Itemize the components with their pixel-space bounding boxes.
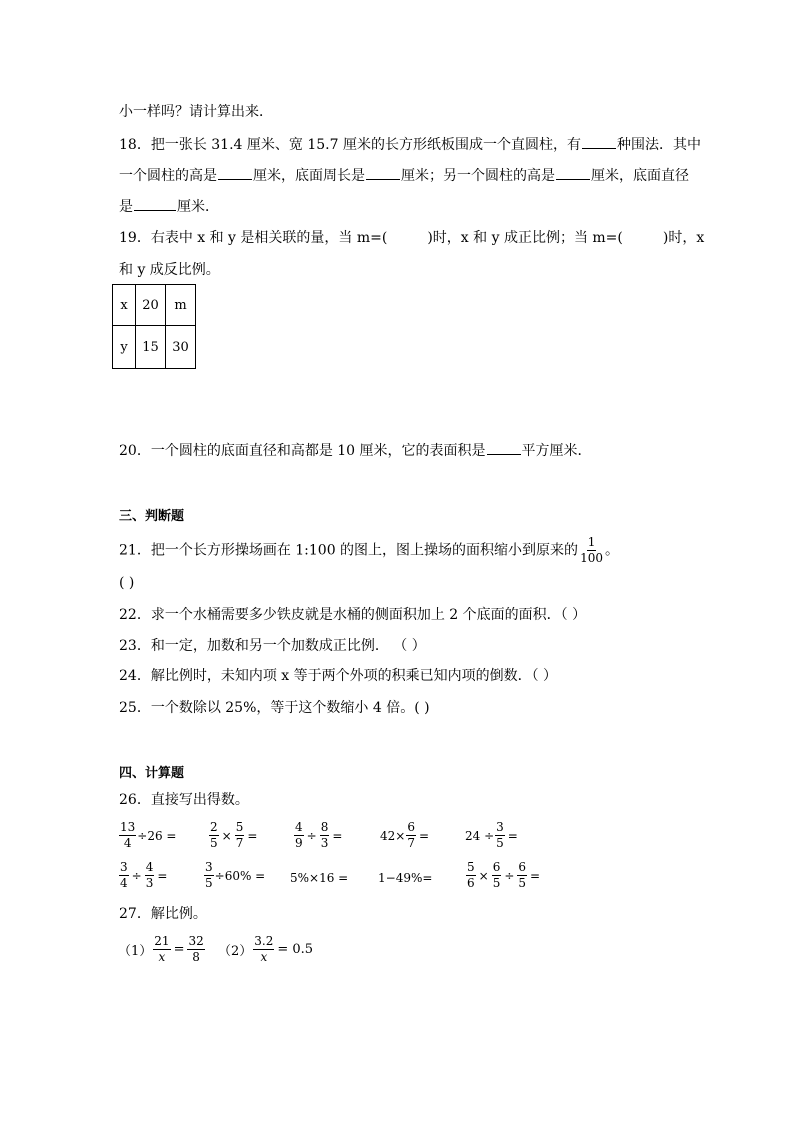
answer-blank[interactable] bbox=[556, 165, 590, 180]
q18-text-a: 18．把一张长 31.4 厘米、宽 15.7 厘米的长方形纸板围成一个直圆柱，有 bbox=[119, 137, 581, 153]
calc-item-10: $\frac{5}{6}$ × $\frac{6}{5}$ ÷ $\frac{6}{5}$ = bbox=[467, 860, 541, 890]
xy-table bbox=[112, 284, 196, 369]
answer-blank[interactable] bbox=[366, 165, 400, 180]
question-26: 26．直接写出得数。 bbox=[119, 792, 249, 808]
proportion-2: （2） $\frac{3.2}{x}$ = 0.5 bbox=[218, 934, 314, 964]
question-25: 25．一个数除以 25%，等于这个数缩小 4 倍。( ) bbox=[119, 700, 430, 716]
table-cell: m bbox=[166, 285, 196, 326]
question-21 bbox=[119, 535, 619, 566]
proportion-1: （1） $\frac{21}{x}$ = $\frac{32}{8}$ bbox=[118, 934, 204, 964]
question-18-line-3 bbox=[119, 196, 219, 217]
q18-text-f: 厘米，底面直径 bbox=[591, 168, 689, 184]
table-cell: 20 bbox=[136, 285, 166, 326]
question-19-line-1 bbox=[119, 228, 704, 248]
calc-item-3: $\frac{4}{9}$ ÷ $\frac{8}{3}$ = bbox=[295, 820, 343, 850]
question-18-line-1 bbox=[119, 134, 701, 155]
q18-text-b: 种围法．其中 bbox=[616, 137, 701, 153]
calc-item-6: $\frac{3}{4}$ ÷ $\frac{4}{3}$ = bbox=[120, 860, 168, 890]
q20-text-b: 平方厘米． bbox=[521, 443, 592, 459]
answer-blank[interactable] bbox=[134, 196, 176, 211]
q18-text-c: 一个圆柱的高是 bbox=[119, 168, 217, 184]
q19-text-a: 19．右表中 x 和 y 是相关联的量，当 m=( bbox=[119, 230, 388, 246]
calc-item-5: 24 ÷ $\frac{3}{5}$ = bbox=[465, 820, 518, 850]
calc-item-8: 5%×16 = bbox=[290, 871, 349, 885]
q21-end: 。 bbox=[604, 542, 619, 559]
table-row bbox=[113, 326, 196, 369]
q19-text-b: )时，x 和 y 成正比例；当 m=( bbox=[427, 230, 623, 246]
q21-text: 21．把一个长方形操场画在 1:100 的图上，图上操场的面积缩小到原来的 bbox=[119, 542, 579, 559]
answer-blank[interactable] bbox=[582, 134, 616, 149]
q18-text-e: 厘米；另一个圆柱的高是 bbox=[401, 168, 555, 184]
answer-blank[interactable] bbox=[218, 165, 252, 180]
table-cell: 15 bbox=[136, 326, 166, 369]
text-line-1: 小一样吗？请计算出来． bbox=[119, 104, 273, 120]
calc-item-7: $\frac{3}{5}$ ÷60% = bbox=[205, 860, 266, 890]
question-24: 24．解比例时，未知内项 x 等于两个外项的积乘已知内项的倒数．（ ） bbox=[119, 668, 558, 684]
question-23: 23．和一定，加数和另一个加数成正比例． （ ） bbox=[119, 638, 426, 654]
table-cell: x bbox=[113, 285, 136, 326]
q18-text-d: 厘米，底面周长是 bbox=[253, 168, 365, 184]
question-18-line-2 bbox=[119, 165, 689, 186]
section-3-title: 三、判断题 bbox=[119, 509, 185, 524]
table-cell: 30 bbox=[166, 326, 196, 369]
calc-item-9: 1−49%= bbox=[378, 871, 433, 885]
question-20 bbox=[119, 440, 592, 461]
q19-text-c: )时，x bbox=[662, 230, 705, 246]
section-4-title: 四、计算题 bbox=[119, 766, 185, 781]
fraction: $\frac{1}{100}$ bbox=[580, 535, 603, 565]
question-27: 27．解比例。 bbox=[119, 906, 207, 922]
question-21-answer[interactable]: ( ) bbox=[119, 575, 135, 591]
q20-text-a: 20．一个圆柱的底面直径和高都是 10 厘米，它的表面积是 bbox=[119, 443, 486, 459]
table-row bbox=[113, 285, 196, 326]
answer-blank[interactable] bbox=[487, 440, 521, 455]
calc-item-1: $\frac{13}{4}$ ÷26 = bbox=[120, 820, 177, 850]
q18-text-h: 厘米． bbox=[177, 199, 219, 215]
q18-text-g: 是 bbox=[119, 199, 133, 215]
question-19-line-2: 和 y 成反比例。 bbox=[119, 262, 220, 278]
calc-item-2: $\frac{2}{5}$ × $\frac{5}{7}$ = bbox=[210, 820, 258, 850]
question-22: 22．求一个水桶需要多少铁皮就是水桶的侧面积加上 2 个底面的面积．（ ） bbox=[119, 607, 587, 623]
calc-item-4: 42× $\frac{6}{7}$ = bbox=[380, 820, 430, 850]
table-cell: y bbox=[113, 326, 136, 369]
